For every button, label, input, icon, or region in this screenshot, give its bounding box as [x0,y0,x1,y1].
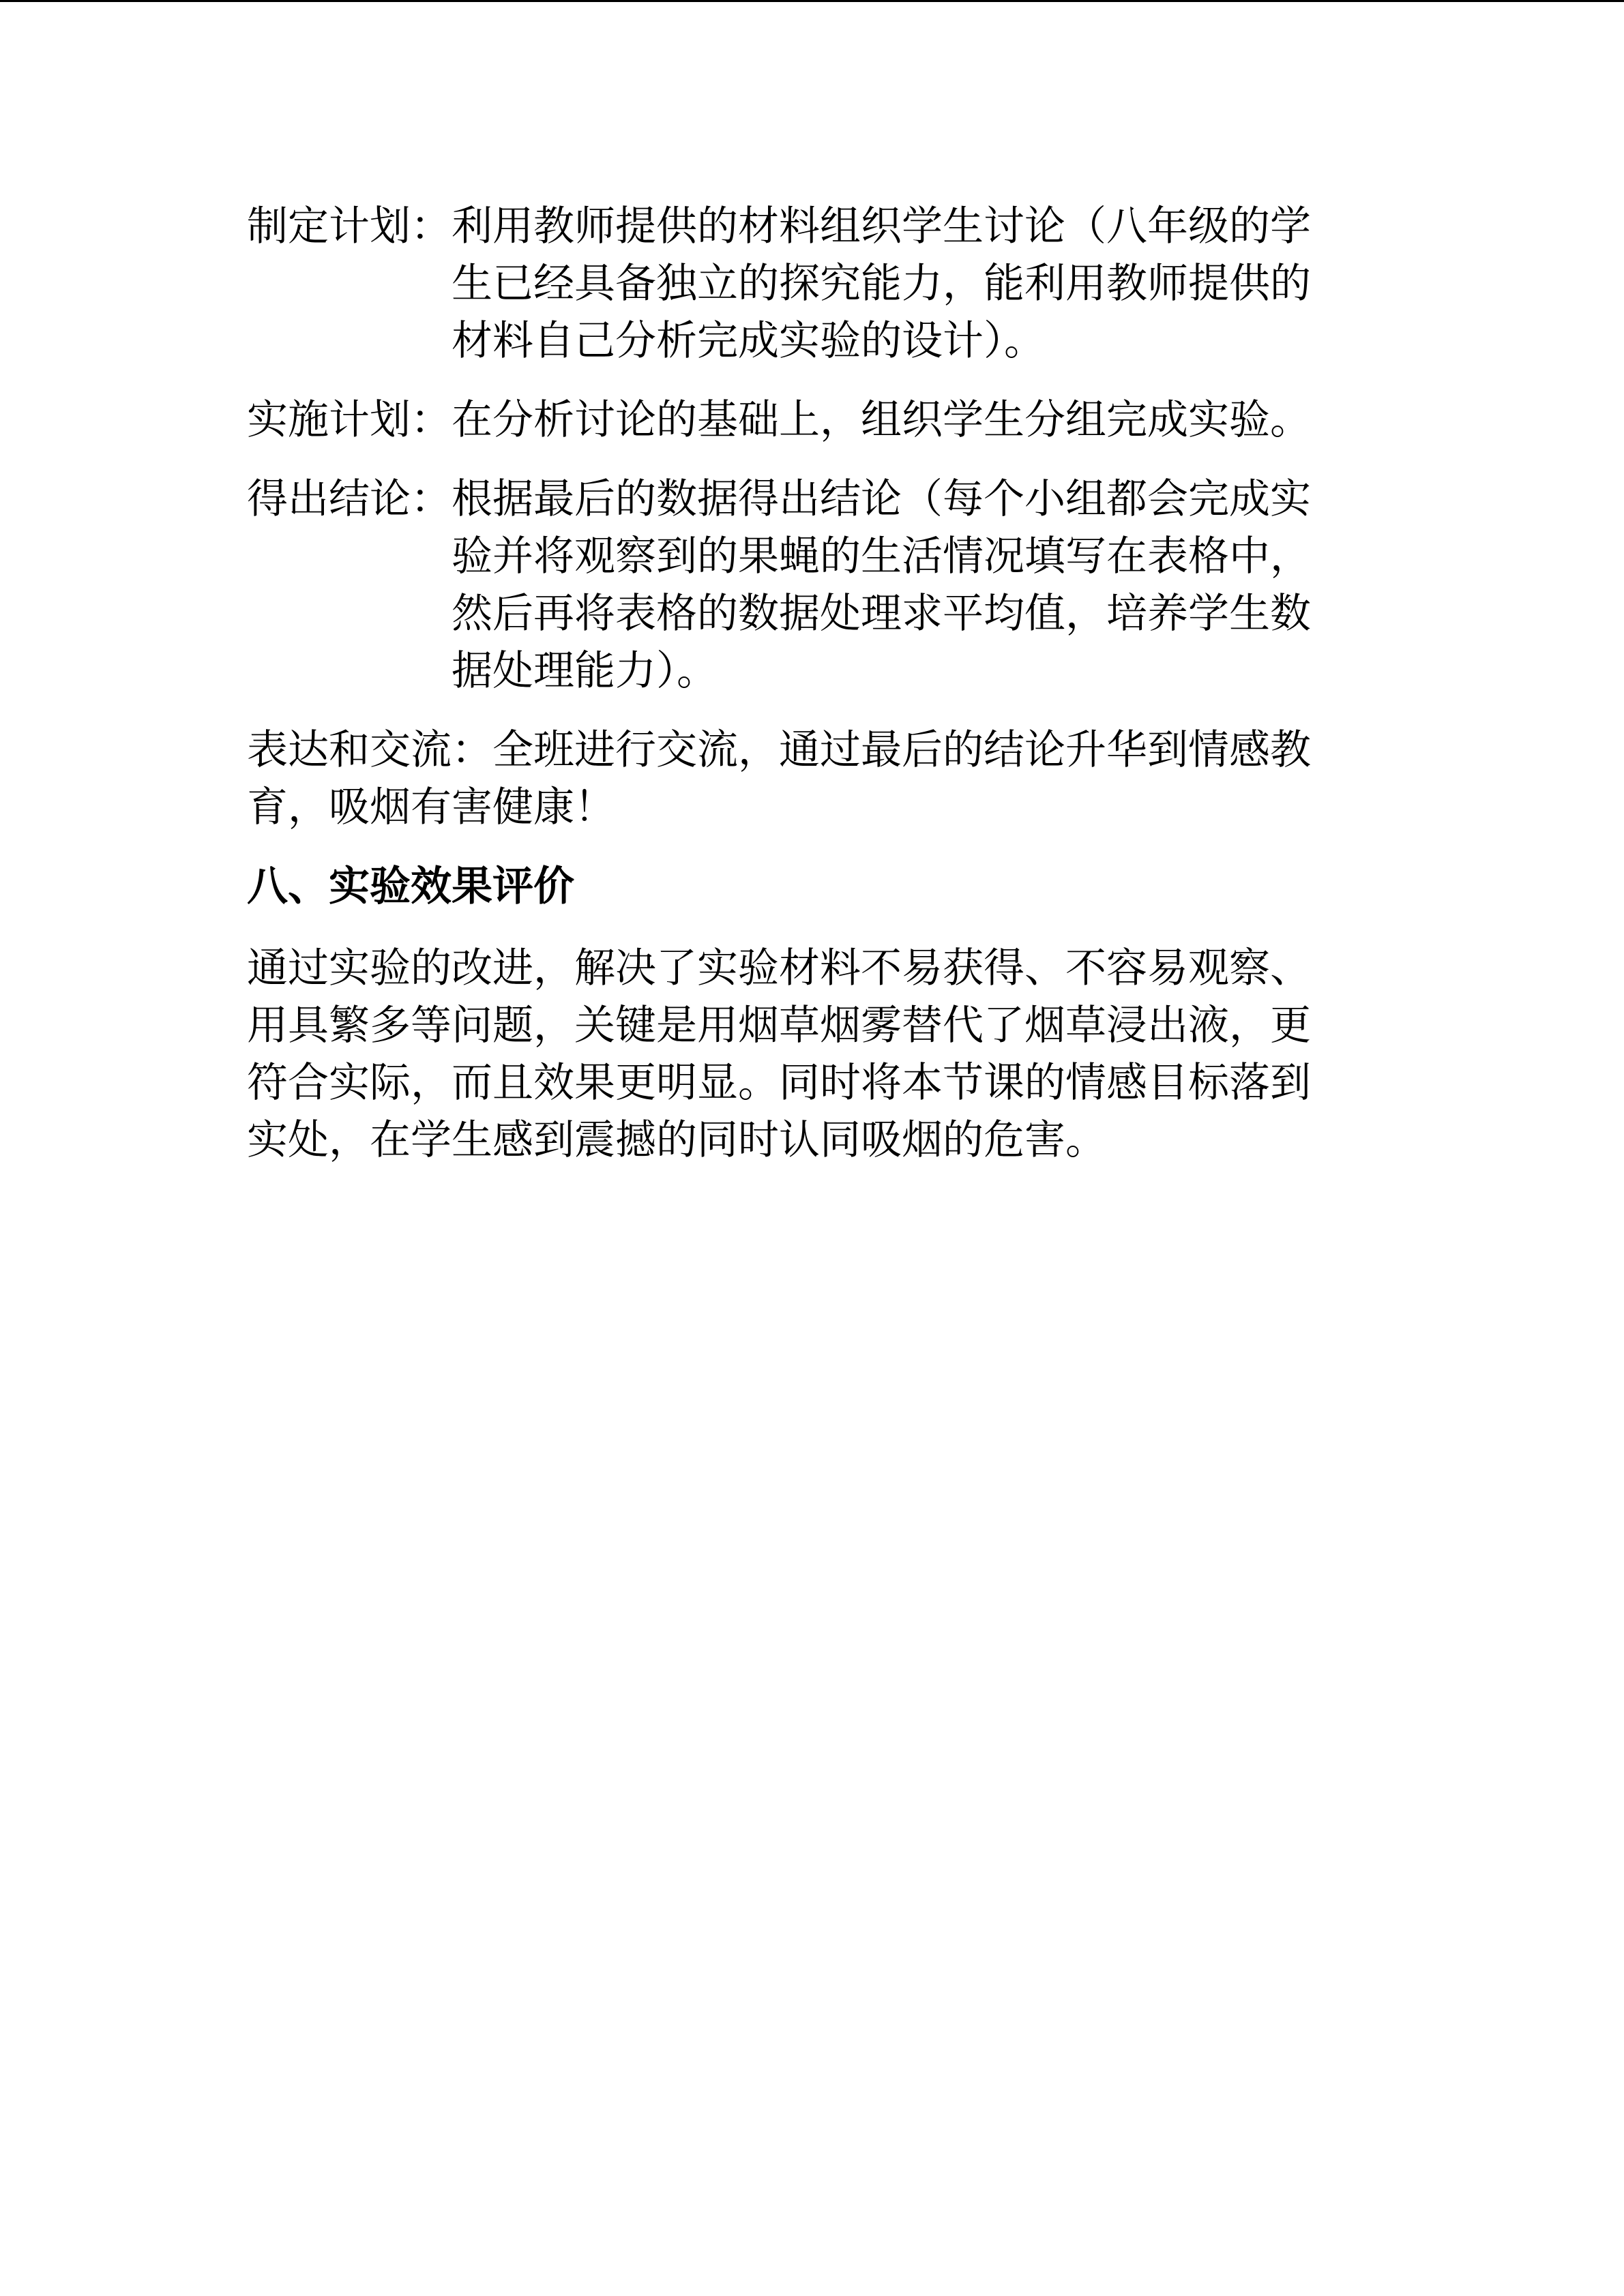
implement-label: 实施计划： [247,396,452,444]
plan-item [247,198,1338,370]
plan-text: 利用教师提供的材料组织学生讨论（八年级的学生已经具备独立的探究能力，能利用教师提供的材料自己分析完成实验的设计）。 [452,203,1311,365]
implement-item [247,391,1338,449]
conclusion-item [247,471,1338,700]
express-paragraph: 表达和交流：全班进行交流，通过最后的结论升华到情感教育，吸烟有害健康！ [247,726,1311,831]
plan-label: 制定计划： [247,203,452,250]
implement-text: 在分析讨论的基础上，组织学生分组完成实验。 [452,396,1311,444]
evaluation-paragraph: 通过实验的改进，解决了实验材料不易获得、不容易观察、用具繁多等问题，关键是用烟草烟雾替代了烟草浸出液，更符合实际，而且效果更明显。同时将本节课的情感目标落到实处，在学生感到震撼的同时认同吸烟的危害。 [247,944,1311,1164]
section-heading: 八、实验效果评价 [247,863,574,910]
conclusion-label: 得出结论： [247,475,452,523]
conclusion-text: 根据最后的数据得出结论（每个小组都会完成实验并将观察到的果蝇的生活情况填写在表格中，然后再将表格的数据处理求平均值，培养学生数据处理能力）。 [452,475,1311,695]
document-body [247,198,1338,1191]
page-top-border [0,0,1624,2]
